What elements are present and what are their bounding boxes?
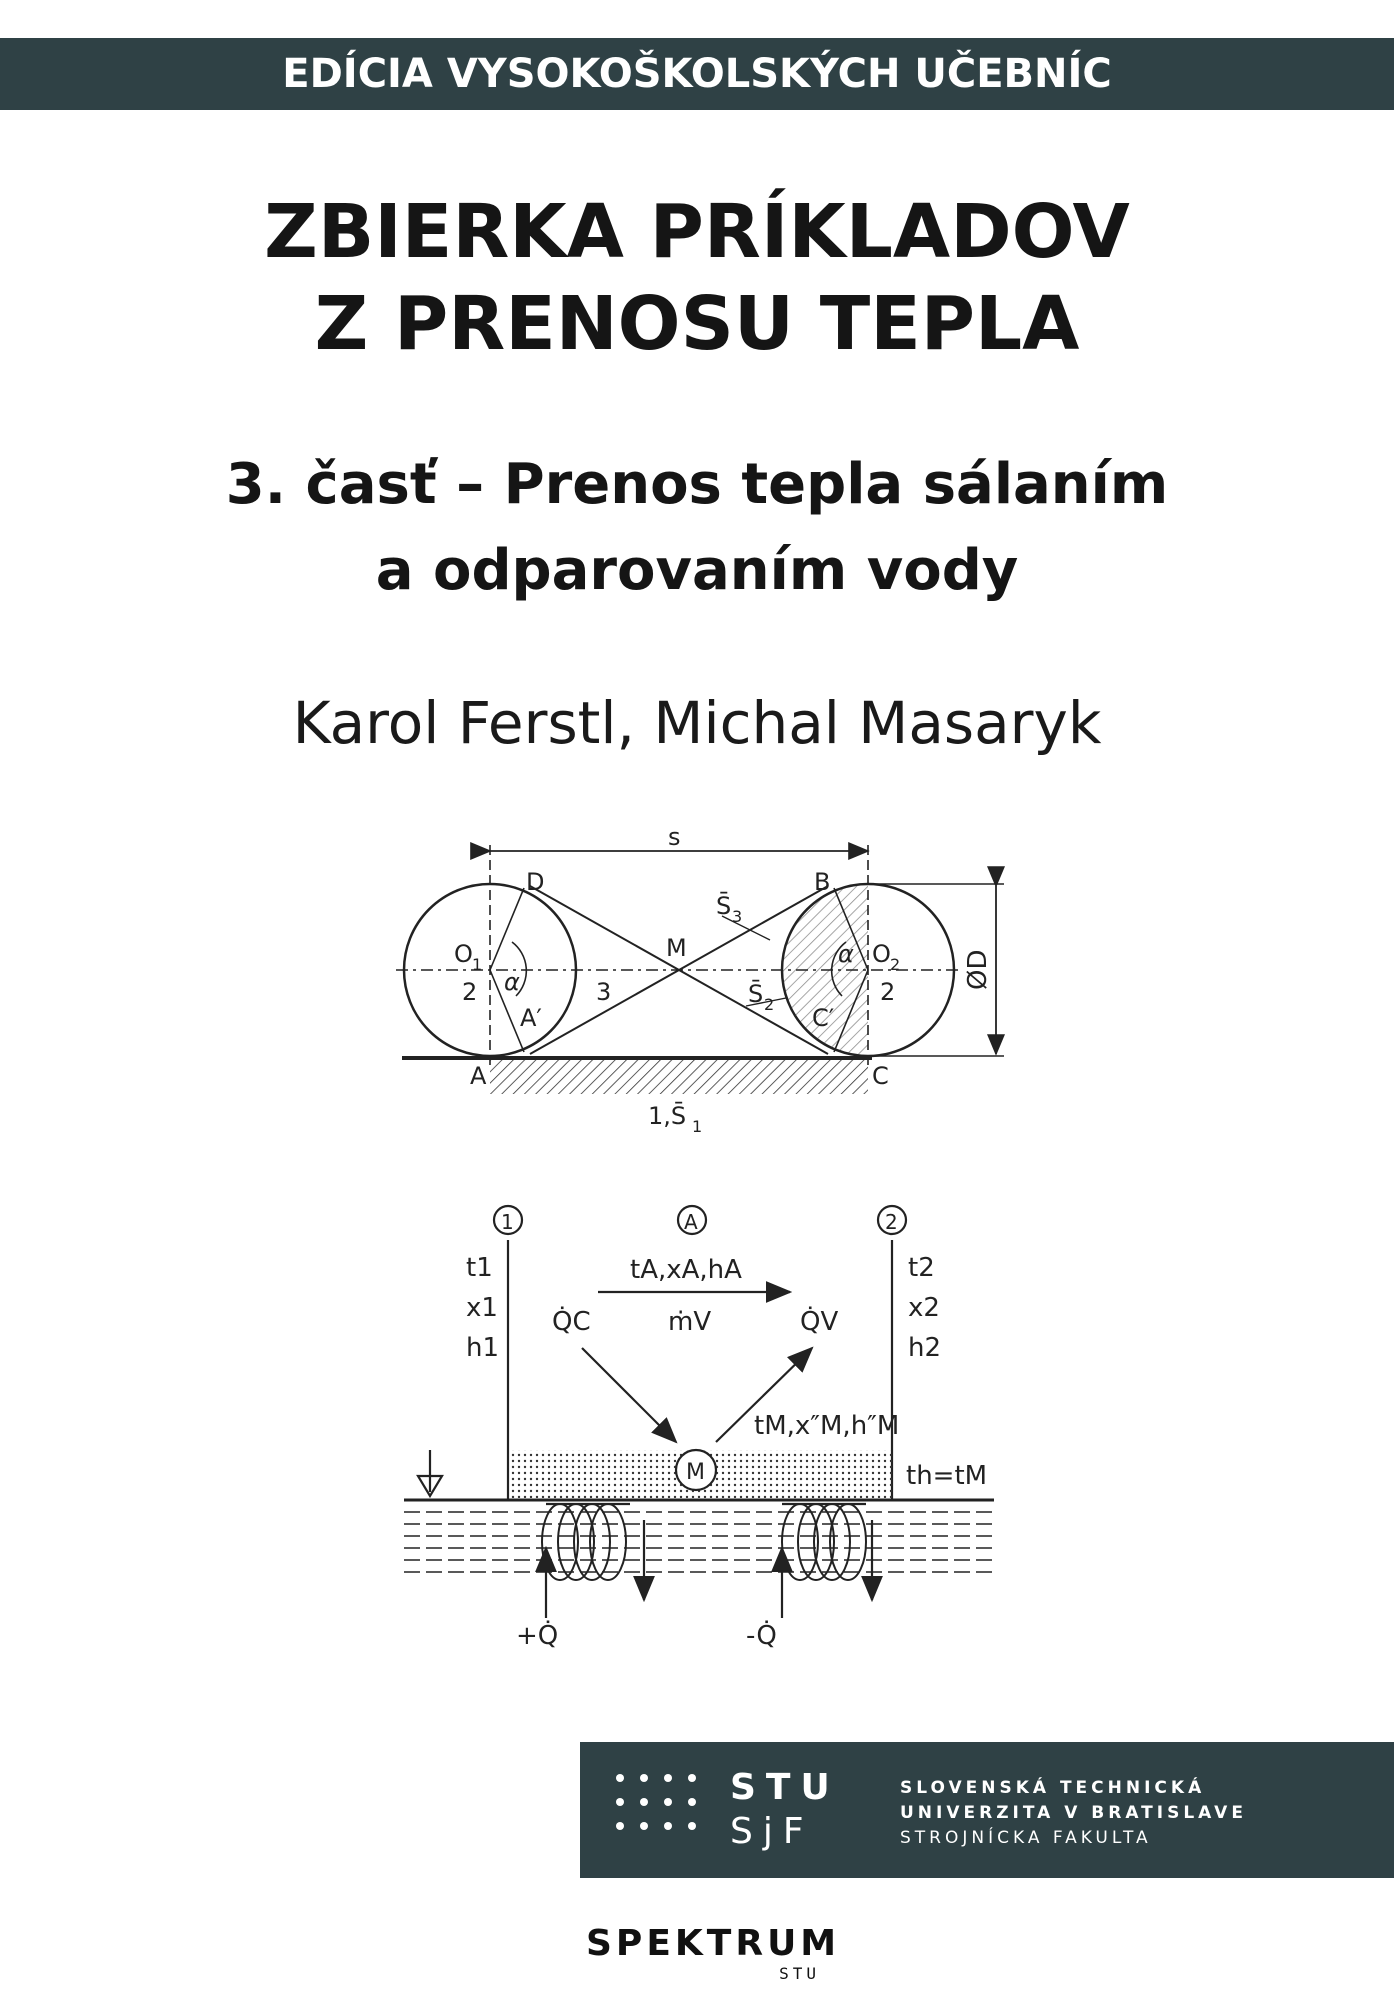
university-line-2: UNIVERZITA V BRATISLAVE	[900, 1803, 1247, 1823]
university-logo-bar	[580, 1742, 1394, 1878]
publisher-logo	[586, 1923, 841, 1984]
label-c: C	[872, 1062, 889, 1090]
right-prop-x: x2	[908, 1293, 940, 1323]
label-s3: S̄	[716, 892, 732, 920]
heat-minus-label: -Q̇	[746, 1621, 777, 1651]
book-subtitle-line-2: a odparovaním vody	[375, 538, 1019, 603]
right-prop-h: h2	[908, 1333, 942, 1363]
th-eq-label: th=tM	[906, 1461, 988, 1491]
m-props-label: tM,x″M,h″M	[754, 1411, 900, 1441]
heat-plus-label: +Q̇	[516, 1621, 559, 1651]
label-alpha-left: α	[504, 968, 520, 996]
label-c-prime: C′	[812, 1004, 835, 1032]
label-o2: O	[872, 940, 891, 968]
book-title-line-2: Z PRENOSU TEPLA	[314, 281, 1080, 367]
publisher-name: SPEKTRUM	[586, 1923, 841, 1964]
radiation-diagram	[396, 845, 1004, 1094]
label-diameter: ØD	[963, 949, 993, 990]
label-region-middle: 3	[596, 978, 612, 1006]
q-v-label: Q̇V	[800, 1307, 839, 1337]
label-d: D	[526, 868, 545, 896]
mass-flow-label: ṁV	[668, 1307, 712, 1337]
label-s: s	[668, 823, 681, 851]
left-prop-h: h1	[466, 1333, 500, 1363]
q-c-label: Q̇C	[552, 1307, 591, 1337]
marker-a: A	[684, 1210, 698, 1234]
authors: Karol Ferstl, Michal Masaryk	[292, 689, 1102, 757]
publisher-sub: STU	[779, 1964, 820, 1983]
label-s2: S̄	[748, 980, 764, 1008]
book-subtitle-line-1: 3. časť – Prenos tepla sálaním	[225, 452, 1169, 517]
label-o1-sub: 1	[472, 955, 483, 974]
label-s3-sub: 3	[732, 907, 743, 926]
label-a: A	[470, 1062, 487, 1090]
label-alpha-right: α	[838, 940, 854, 968]
marker-1: 1	[501, 1210, 514, 1234]
book-title-line-1: ZBIERKA PRÍKLADOV	[264, 189, 1130, 275]
label-region-left: 2	[462, 978, 478, 1006]
university-line-1: SLOVENSKÁ TECHNICKÁ	[900, 1778, 1206, 1798]
left-prop-t: t1	[466, 1253, 493, 1283]
label-o2-sub: 2	[890, 955, 901, 974]
left-prop-x: x1	[466, 1293, 498, 1323]
university-line-3: STROJNÍCKA FAKULTA	[900, 1828, 1152, 1848]
label-a-prime: A′	[520, 1004, 542, 1032]
surface-hatch	[490, 1060, 868, 1094]
logo-sjf: SjF	[730, 1811, 814, 1852]
university-name	[900, 1776, 1247, 1851]
series-title: EDÍCIA VYSOKOŠKOLSKÝCH UČEBNÍC	[282, 51, 1112, 97]
label-s1: 1,S̄	[648, 1102, 687, 1130]
marker-m: M	[686, 1460, 705, 1485]
label-b: B	[814, 868, 831, 896]
label-s2-sub: 2	[764, 995, 775, 1014]
label-m: M	[666, 934, 687, 962]
right-prop-t: t2	[908, 1253, 935, 1283]
flow-label: tA,xA,hA	[630, 1255, 742, 1285]
logo-stu: STU	[730, 1767, 840, 1808]
label-s1-sub: 1	[692, 1117, 703, 1136]
label-o1: O	[454, 940, 473, 968]
label-region-right: 2	[880, 978, 896, 1006]
marker-2: 2	[885, 1210, 898, 1234]
